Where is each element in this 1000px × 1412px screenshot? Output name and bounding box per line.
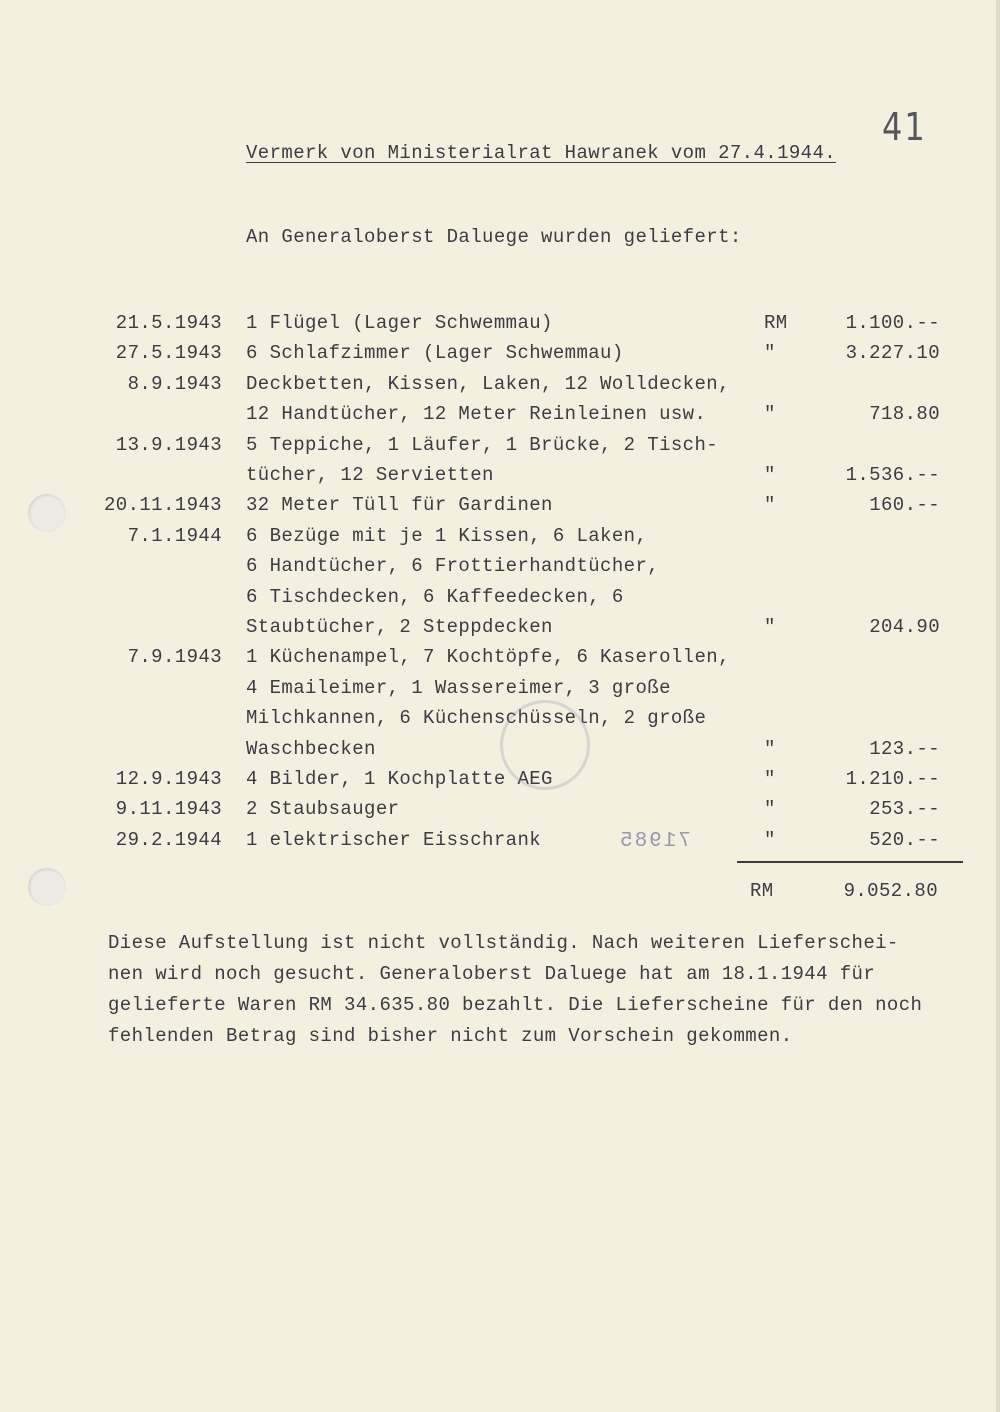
entry-currency: " bbox=[764, 798, 776, 821]
entry-row bbox=[0, 464, 1000, 494]
entry-row bbox=[0, 586, 1000, 616]
entry-description: 4 Emaileimer, 1 Wassereimer, 3 große bbox=[246, 676, 671, 699]
document-title: Vermerk von Ministerialrat Hawranek vom 27.4.1944. bbox=[246, 142, 837, 164]
entry-amount: 1.100.-- bbox=[845, 312, 940, 334]
entry-currency: " bbox=[764, 828, 776, 851]
stamp-number: 71985 bbox=[618, 830, 692, 853]
entry-description: 1 Flügel (Lager Schwemmau) bbox=[246, 312, 553, 334]
entry-amount: 520.-- bbox=[869, 828, 940, 851]
entry-currency: RM bbox=[764, 312, 788, 334]
entry-description: 6 Bezüge mit je 1 Kissen, 6 Laken, bbox=[246, 524, 648, 547]
entry-row bbox=[0, 646, 1000, 676]
entry-amount: 1.210.-- bbox=[845, 768, 940, 790]
entry-date: 9.11.1943 bbox=[115, 798, 222, 821]
entry-amount: 1.536.-- bbox=[845, 464, 940, 486]
entry-description: 32 Meter Tüll für Gardinen bbox=[246, 494, 553, 517]
closing-note bbox=[108, 928, 968, 1052]
total-currency: RM bbox=[750, 880, 774, 902]
note-line: nen wird noch gesucht. Generaloberst Daluege hat am 18.1.1944 für bbox=[108, 963, 876, 985]
entry-row bbox=[0, 342, 1000, 372]
entry-date: 29.2.1944 bbox=[115, 828, 222, 851]
entry-date: 27.5.1943 bbox=[115, 342, 222, 365]
entry-currency: " bbox=[764, 737, 776, 760]
entry-description: Staubtücher, 2 Steppdecken bbox=[246, 616, 553, 638]
entry-description: 4 Bilder, 1 Kochplatte AEG bbox=[246, 768, 553, 790]
entry-row bbox=[0, 677, 1000, 707]
entry-currency: " bbox=[764, 403, 776, 426]
entry-row bbox=[0, 525, 1000, 555]
entry-description: 12 Handtücher, 12 Meter Reinleinen usw. bbox=[246, 403, 707, 426]
entry-amount: 3.227.10 bbox=[845, 342, 940, 365]
entry-description: Milchkannen, 6 Küchenschüsseln, 2 große bbox=[246, 707, 707, 730]
entry-currency: " bbox=[764, 616, 776, 638]
entry-row bbox=[0, 494, 1000, 524]
entry-description: tücher, 12 Servietten bbox=[246, 464, 494, 486]
entry-date: 13.9.1943 bbox=[115, 433, 222, 456]
note-line: fehlenden Betrag sind bisher nicht zum Vorschein gekommen. bbox=[108, 1025, 793, 1047]
entry-row bbox=[0, 707, 1000, 737]
entry-row bbox=[0, 434, 1000, 464]
entry-date: 20.11.1943 bbox=[103, 494, 222, 517]
entry-currency: " bbox=[764, 494, 776, 517]
sum-underline bbox=[737, 861, 963, 863]
note-line: Diese Aufstellung ist nicht vollständig. Nach weiteren Lieferschei- bbox=[108, 932, 899, 954]
total-row bbox=[0, 880, 1000, 910]
entry-date: 12.9.1943 bbox=[115, 768, 222, 790]
entry-amount: 718.80 bbox=[869, 403, 940, 426]
entry-description: 5 Teppiche, 1 Läufer, 1 Brücke, 2 Tisch- bbox=[246, 433, 719, 456]
page-number: 41 bbox=[882, 104, 927, 150]
entry-description: 1 elektrischer Eisschrank bbox=[246, 828, 542, 851]
entry-date: 21.5.1943 bbox=[115, 312, 222, 334]
entry-row bbox=[0, 616, 1000, 646]
entry-date: 7.1.1944 bbox=[127, 524, 222, 547]
note-line: gelieferte Waren RM 34.635.80 bezahlt. Die Lieferscheine für den noch bbox=[108, 994, 923, 1016]
entry-currency: " bbox=[764, 342, 776, 365]
entry-row bbox=[0, 829, 1000, 859]
entry-currency: " bbox=[764, 464, 776, 486]
entry-description: Waschbecken bbox=[246, 737, 376, 760]
entry-row bbox=[0, 373, 1000, 403]
entry-row bbox=[0, 312, 1000, 342]
entry-description: 6 Tischdecken, 6 Kaffeedecken, 6 bbox=[246, 585, 624, 608]
archive-stamp bbox=[500, 700, 590, 790]
entry-description: 1 Küchenampel, 7 Kochtöpfe, 6 Kaserollen, bbox=[246, 646, 730, 669]
entry-amount: 253.-- bbox=[869, 798, 940, 821]
entry-currency: " bbox=[764, 768, 776, 790]
entry-date: 8.9.1943 bbox=[127, 372, 222, 395]
entry-amount: 123.-- bbox=[869, 737, 940, 760]
entry-row bbox=[0, 768, 1000, 798]
entry-date: 7.9.1943 bbox=[127, 646, 222, 669]
entry-description: 6 Schlafzimmer (Lager Schwemmau) bbox=[246, 342, 624, 365]
entry-description: 2 Staubsauger bbox=[246, 798, 400, 821]
entry-row bbox=[0, 555, 1000, 585]
entry-amount: 160.-- bbox=[869, 494, 940, 517]
entry-row bbox=[0, 403, 1000, 433]
entry-description: Deckbetten, Kissen, Laken, 12 Wolldecken, bbox=[246, 372, 730, 395]
entry-amount: 204.90 bbox=[869, 616, 940, 638]
total-amount: 9.052.80 bbox=[843, 880, 938, 902]
entry-description: 6 Handtücher, 6 Frottierhandtücher, bbox=[246, 555, 660, 578]
entry-row bbox=[0, 798, 1000, 828]
intro-line: An Generaloberst Daluege wurden geliefert: bbox=[246, 226, 742, 248]
